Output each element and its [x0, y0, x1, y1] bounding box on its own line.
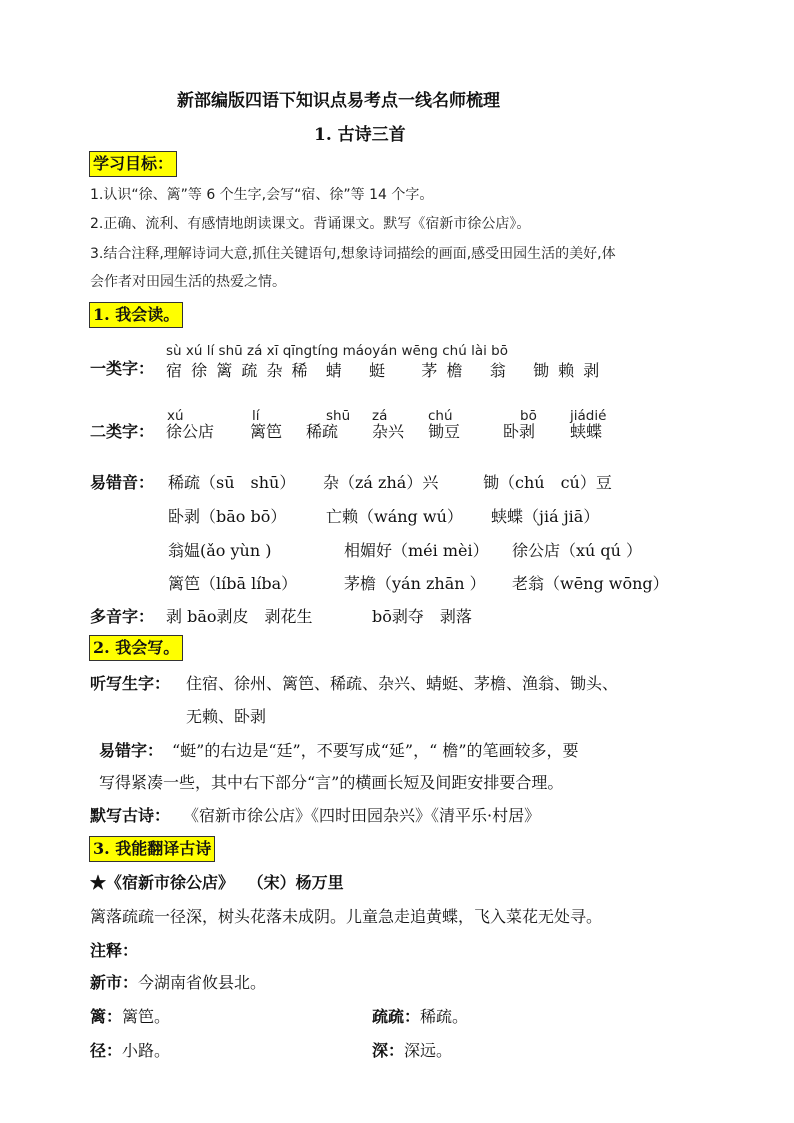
polyphone-bao: 剥 bāo剥皮 剥花生: [166, 607, 313, 626]
error-sound-item: 卧剥（bāo bō）: [168, 507, 287, 526]
error-sound-item: 老翁（wēng wōng）: [512, 574, 669, 593]
char: 蜓: [369, 361, 386, 380]
goals-heading: 学习目标：: [89, 151, 177, 177]
pinyin: zá: [247, 343, 263, 359]
error-char-line-2: 写得紧凑一些，其中右下部分“言”的横画长短及间距安排要合理。: [99, 773, 564, 792]
pinyin: máoyán: [342, 343, 398, 359]
write-heading: 2. 我会写。: [89, 635, 183, 661]
polyphone-bo: bō剥夺 剥落: [372, 607, 472, 626]
pinyin: sù: [166, 343, 182, 359]
poem-title: ★《宿新市徐公店》 （宋）杨万里: [90, 873, 344, 892]
char: 徐: [191, 361, 208, 380]
note-shen: [372, 1038, 452, 1061]
error-sound-item: 杂（zá zhá）兴: [323, 473, 439, 492]
cat2-word: 卧剥: [503, 422, 536, 441]
char: 剥: [583, 361, 600, 380]
error-sound-label: 易错音：: [90, 473, 155, 492]
read-heading: 1. 我会读。: [89, 302, 183, 328]
poem-text: 篱落疏疏一径深，树头花落未成阴。儿童急走追黄蝶，飞入菜花无处寻。: [90, 907, 603, 926]
note-def: 小路。: [122, 1041, 171, 1060]
cat2-pinyin: lí: [252, 408, 260, 424]
goal-2: 2.正确、流利、有感情地朗读课文。背诵课文。默写《宿新市徐公店》。: [90, 216, 531, 232]
cat2-pinyin: zá: [372, 408, 388, 424]
char: 赖: [558, 361, 575, 380]
cat2-pinyin: bō: [520, 408, 537, 424]
pinyin: bō: [491, 343, 508, 359]
goal-3b: 会作者对田园生活的热爱之情。: [90, 274, 286, 290]
cat1-chars: [166, 358, 599, 381]
note-shushu: [372, 1004, 468, 1027]
note-term: 径：: [90, 1041, 123, 1060]
char: 檐: [446, 361, 463, 380]
char: 锄: [533, 361, 550, 380]
dictation-line-1: 住宿、徐州、篱笆、稀疏、杂兴、蜻蜓、茅檐、渔翁、锄头、: [186, 674, 619, 693]
cat2-pinyin: xú: [167, 408, 184, 424]
note-def: 今湖南省攸县北。: [138, 973, 267, 992]
note-term: 新市：: [90, 973, 139, 992]
note-def: 稀疏。: [420, 1007, 469, 1026]
pinyin: chú: [442, 343, 467, 359]
note-xinshi: [90, 970, 266, 993]
notes-label: 注释：: [90, 941, 139, 960]
pinyin: qīngtíng: [282, 343, 339, 359]
error-sound-item: 茅檐（yán zhān ）: [344, 574, 486, 593]
goal-3a: 3.结合注释,理解诗词大意,抓住关键语句,想象诗词描绘的画面,感受田园生活的美好,体: [90, 246, 616, 262]
cat1-pinyin-row: [166, 343, 508, 359]
error-sound-item: 锄（chú cú）豆: [483, 473, 612, 492]
cat2-pinyin: jiádié: [570, 408, 607, 424]
char: 篱: [216, 361, 233, 380]
char: 茅: [421, 361, 438, 380]
char: 杂: [266, 361, 283, 380]
document-title: 新部编版四语下知识点易考点一线名师梳理: [177, 91, 500, 111]
char: 翁: [489, 361, 506, 380]
error-sound-item: 相媚好（méi mèi）: [344, 541, 489, 560]
error-sound-item: 翁媪(ǎo yùn ): [168, 541, 272, 560]
char: 宿: [166, 361, 183, 380]
cat2-word: 篱笆: [250, 422, 283, 441]
cat1-label: 一类字：: [90, 359, 155, 378]
error-sound-item: 蛱蝶（jiá jiā）: [491, 507, 600, 526]
error-sound-item: 篱笆（líbā líba）: [168, 574, 298, 593]
error-sound-item: 稀疏（sū shū）: [168, 473, 296, 492]
cat2-word: 稀疏: [306, 422, 339, 441]
cat2-pinyin: shū: [326, 408, 351, 424]
recite-label: 默写古诗：: [90, 806, 171, 825]
cat2-word: 杂兴: [372, 422, 405, 441]
pinyin: wēng: [401, 343, 438, 359]
note-li: [90, 1004, 170, 1027]
cat2-word: 蛱蝶: [570, 422, 603, 441]
note-term: 篱：: [90, 1007, 123, 1026]
pinyin: lài: [471, 343, 487, 359]
note-term: 疏疏：: [372, 1007, 421, 1026]
lesson-title: 1. 古诗三首: [314, 125, 406, 145]
char: 疏: [241, 361, 258, 380]
char: 稀: [291, 361, 308, 380]
dictation-label: 听写生字：: [90, 674, 171, 693]
error-char-line-1: “蜓”的右边是“廷”，不要写成“延”，“ 檐”的笔画较多，要: [172, 741, 579, 760]
error-char-label: 易错字：: [99, 741, 164, 760]
error-sound-item: 徐公店（xú qú ）: [512, 541, 643, 560]
note-term: 深：: [372, 1041, 405, 1060]
dictation-line-2: 无赖、卧剥: [186, 707, 267, 726]
note-def: 篱笆。: [122, 1007, 171, 1026]
note-jing: [90, 1038, 170, 1061]
pinyin: xī: [266, 343, 279, 359]
polyphone-label: 多音字：: [90, 607, 155, 626]
pinyin: lí: [206, 343, 215, 359]
pinyin: xú: [185, 343, 203, 359]
translate-heading: 3. 我能翻译古诗: [89, 836, 215, 862]
char: 蜻: [325, 361, 342, 380]
cat2-pinyin: chú: [428, 408, 453, 424]
recite-text: 《宿新市徐公店》《四时田园杂兴》《清平乐·村居》: [183, 806, 541, 825]
note-def: 深远。: [404, 1041, 453, 1060]
goal-1: 1.认识“徐、篱”等 6 个生字,会写“宿、徐”等 14 个字。: [90, 187, 434, 203]
pinyin: shū: [218, 343, 243, 359]
error-sound-item: 亡赖（wáng wú）: [326, 507, 463, 526]
cat2-label: 二类字：: [90, 422, 155, 441]
cat2-word: 锄豆: [428, 422, 461, 441]
cat2-word: 徐公店: [166, 422, 215, 441]
